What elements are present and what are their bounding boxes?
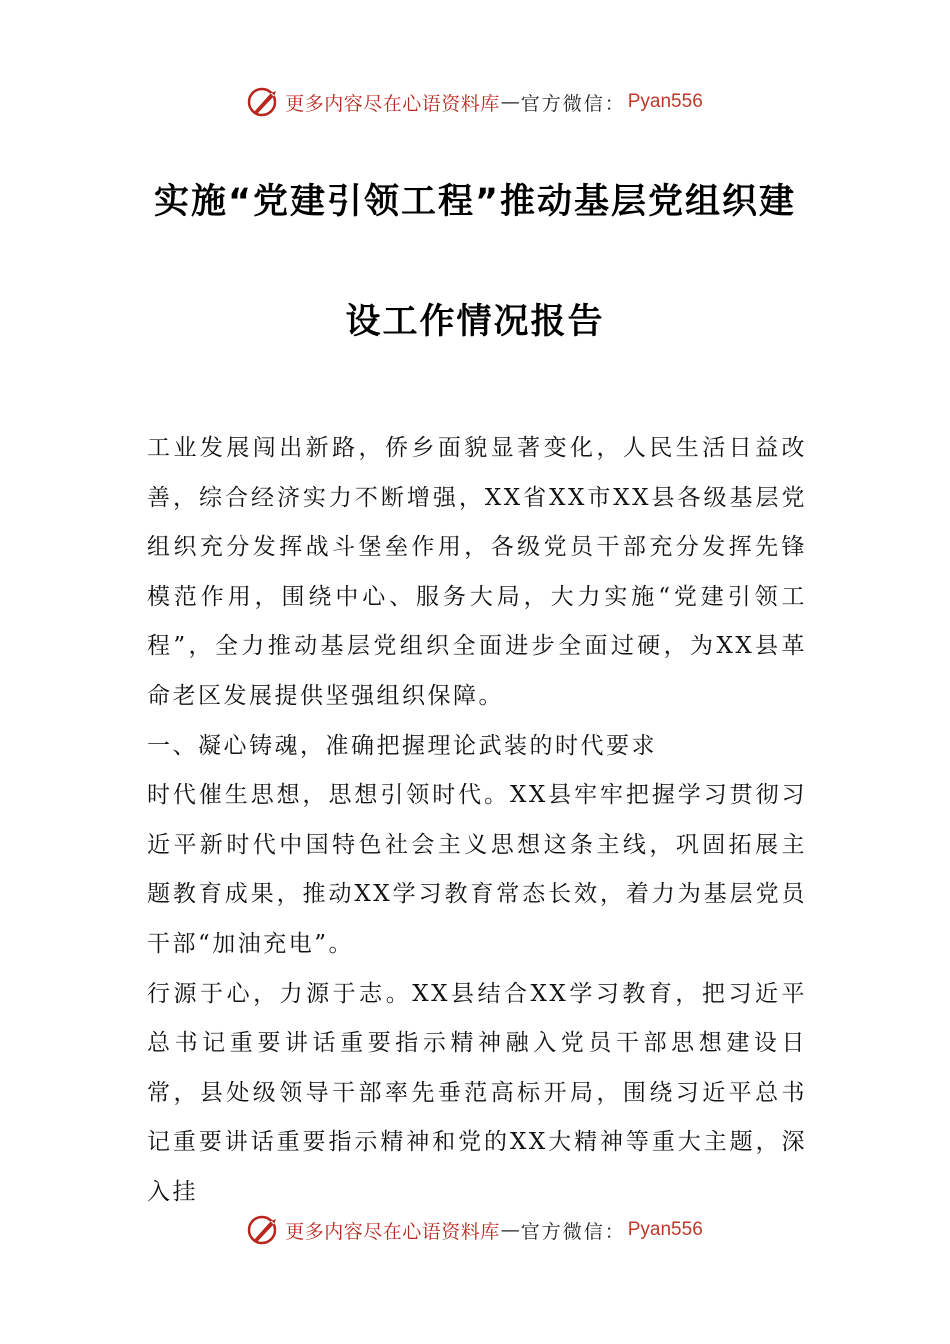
wechat-id: Pyan556 bbox=[627, 91, 703, 112]
header-banner bbox=[0, 82, 950, 122]
wechat-label: 官方微信： bbox=[520, 92, 626, 115]
pen-logo-icon bbox=[247, 85, 281, 119]
document-title-line-1: 实施“党建引领工程”推动基层党组织建 bbox=[153, 182, 796, 222]
paragraph-intro: 工业发展闯出新路，侨乡面貌显著变化，人民生活日益改善，综合经济实力不断增强，XX省XX市XX县各级基层党组织充分发挥战斗堡垒作用，各级党员干部充分发挥先锋模范作用，围绕中心、服务大局，大力实施“党建引领工程”，全力推动基层党组织全面进步全面过硬，为XX县革命老区发展提供坚强组织保障。 bbox=[147, 435, 807, 709]
brand-text: 更多内容尽在心语资料库 bbox=[285, 92, 500, 115]
document-title-line-2: 设工作情况报告 bbox=[345, 302, 605, 342]
paragraph-2: 时代催生思想，思想引领时代。XX县牢牢把握学习贯彻习近平新时代中国特色社会主义思想这条主线，巩固拓展主题教育成果，推动XX学习教育常态长效，着力为基层党员干部“加油充电”。 bbox=[147, 782, 807, 957]
brand-text: 更多内容尽在心语资料库 bbox=[285, 1220, 500, 1243]
paragraph-3: 行源于心，力源于志。XX县结合XX学习教育，把习近平总书记重要讲话重要指示精神融入党员干部思想建设日常，县处级领导干部率先垂范高标开局，围绕习近平总书记重要讲话重要指示精神和党的XX大精神等重大主题，深入挂 bbox=[147, 980, 807, 1205]
footer-banner bbox=[0, 1210, 950, 1250]
banner-separator: — bbox=[500, 1219, 520, 1241]
section-heading-1: 一、凝心铸魂，准确把握理论武装的时代要求 bbox=[147, 732, 657, 759]
pen-logo-icon bbox=[247, 1213, 281, 1247]
wechat-id: Pyan556 bbox=[627, 1219, 703, 1240]
document-body bbox=[147, 424, 807, 1218]
wechat-label: 官方微信： bbox=[520, 1220, 626, 1243]
banner-separator: — bbox=[500, 91, 520, 113]
